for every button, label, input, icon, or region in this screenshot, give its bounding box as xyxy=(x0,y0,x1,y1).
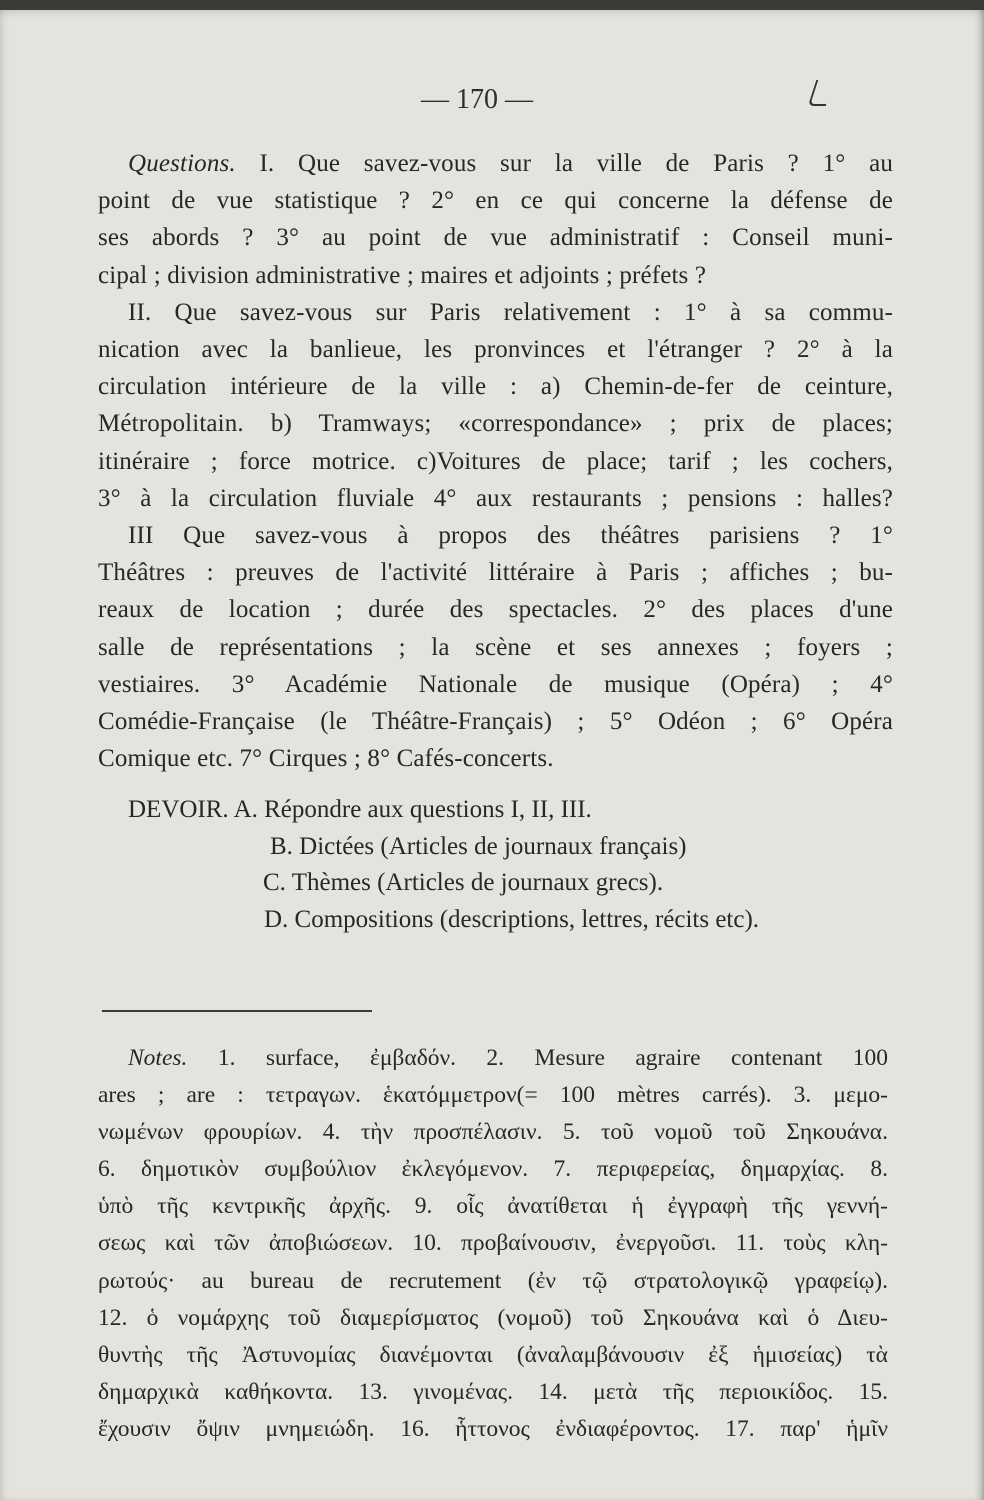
notes-line: δημαρχικὰ καθήκοντα. 13. γινομένας. 14. μετὰ τῆς περιοικίδος. 15. xyxy=(98,1378,888,1405)
notes-section xyxy=(98,1040,888,1448)
question-3-line: Comédie-Française (le Théâtre-Français) ; 5° Odéon ; 6° Opéra xyxy=(98,708,893,736)
question-2-line: circulation intérieure de la ville : a) Chemin-de-fer de ceinture, xyxy=(98,373,893,401)
page-top-edge xyxy=(0,0,984,10)
question-1-line: point de vue statistique ? 2° en ce qui concerne la défense de xyxy=(98,187,893,215)
notes-line: 12. ὁ νομάρχης τοῦ διαμερίσματος (νομοῦ) τοῦ Σηκουάνα καὶ ὁ Διευ- xyxy=(98,1304,888,1331)
question-2-line: 3° à la circulation fluviale 4° aux restaurants ; pensions : halles? xyxy=(98,484,893,512)
notes-line: Notes. 1. surface, ἐμβαδόν. 2. Mesure agraire contenant 100 xyxy=(128,1045,888,1071)
question-3-line: Théâtres : preuves de l'activité littéraire à Paris ; affiches ; bu- xyxy=(98,559,893,587)
question-3-line: salle de représentations ; la scène et ses annexes ; foyers ; xyxy=(98,633,893,661)
question-2-line: nication avec la banlieue, les pronvinces et l'étranger ? 2° à la xyxy=(98,336,893,364)
devoir-heading: DEVOIR. xyxy=(128,796,229,823)
question-1-line: Questions. I. Que savez-vous sur la ville de Paris ? 1° au xyxy=(128,150,893,177)
devoir-item: D. Compositions (descriptions, lettres, récits etc). xyxy=(264,905,760,933)
devoir-item: B. Dictées (Articles de journaux français) xyxy=(270,832,687,860)
notes-line: σεως καὶ τῶν ἀποβιώσεων. 10. προβαίνουσιν, ἐνεργοῦσι. 11. τοὺς κλη- xyxy=(98,1230,888,1257)
questions-label: Questions. xyxy=(128,150,236,177)
question-1-line: ses abords ? 3° au point de vue administratif : Conseil muni- xyxy=(98,224,893,252)
question-2-line: Métropolitain. b) Tramways; «correspondance» ; prix de places; xyxy=(98,410,893,438)
devoir-row xyxy=(98,792,898,829)
notes-line: ὑπὸ τῆς κεντρικῆς ἀρχῆς. 9. οἷς ἀνατίθεται ἡ ἐγγραφὴ τῆς γεννή- xyxy=(98,1193,888,1220)
question-1-line: cipal ; division administrative ; maires et adjoints ; préfets ? xyxy=(98,261,707,289)
devoir-section xyxy=(98,792,898,938)
questions-section xyxy=(98,145,893,777)
notes-label: Notes. xyxy=(128,1045,188,1071)
notes-line: ares ; are : τετραγων. ἑκατόμμετρον(= 100 mètres carrés). 3. μεμο- xyxy=(98,1082,888,1109)
page-number: — 170 — xyxy=(421,84,533,115)
notes-separator xyxy=(102,1010,372,1012)
question-3-line: III Que savez-vous à propos des théâtres parisiens ? 1° xyxy=(128,522,893,550)
question-3-line: reaux de location ; durée des spectacles. 2° des places d'une xyxy=(98,596,893,624)
question-2-line: II. Que savez-vous sur Paris relativement : 1° à sa commu- xyxy=(128,298,893,326)
notes-line: νωμένων φρουρίων. 4. τὴν προσπέλασιν. 5. τοῦ νομοῦ τοῦ Σηκουάνα. xyxy=(98,1119,888,1146)
question-3-line: vestiaires. 3° Académie Nationale de musique (Opéra) ; 4° xyxy=(98,670,893,698)
devoir-item: A. Répondre aux questions I, II, III. xyxy=(233,796,592,823)
notes-line: θυντὴς τῆς Ἀστυνομίας διανέμονται (ἀναλαμβάνουσιν ἐξ ἡμισείας) τὰ xyxy=(98,1341,888,1368)
notes-line: ρωτούς· au bureau de recrutement (ἐν τῷ στρατολογικῷ γραφείῳ). xyxy=(98,1267,888,1294)
question-2-line: itinéraire ; force motrice. c)Voitures de place; tarif ; les cochers, xyxy=(98,447,893,475)
notes-line: 6. δημοτικὸν συμβούλιον ἐκλεγόμενον. 7. περιφερείας, δημαρχίας. 8. xyxy=(98,1156,888,1183)
notes-line: ἔχουσιν ὄψιν μνημειώδη. 16. ἧττονος ἐνδιαφέροντος. 17. παρ' ἡμῖν xyxy=(98,1415,888,1442)
devoir-item: C. Thèmes (Articles de journaux grecs). xyxy=(263,869,664,896)
question-3-line: Comique etc. 7° Cirques ; 8° Cafés-concerts. xyxy=(98,745,554,773)
